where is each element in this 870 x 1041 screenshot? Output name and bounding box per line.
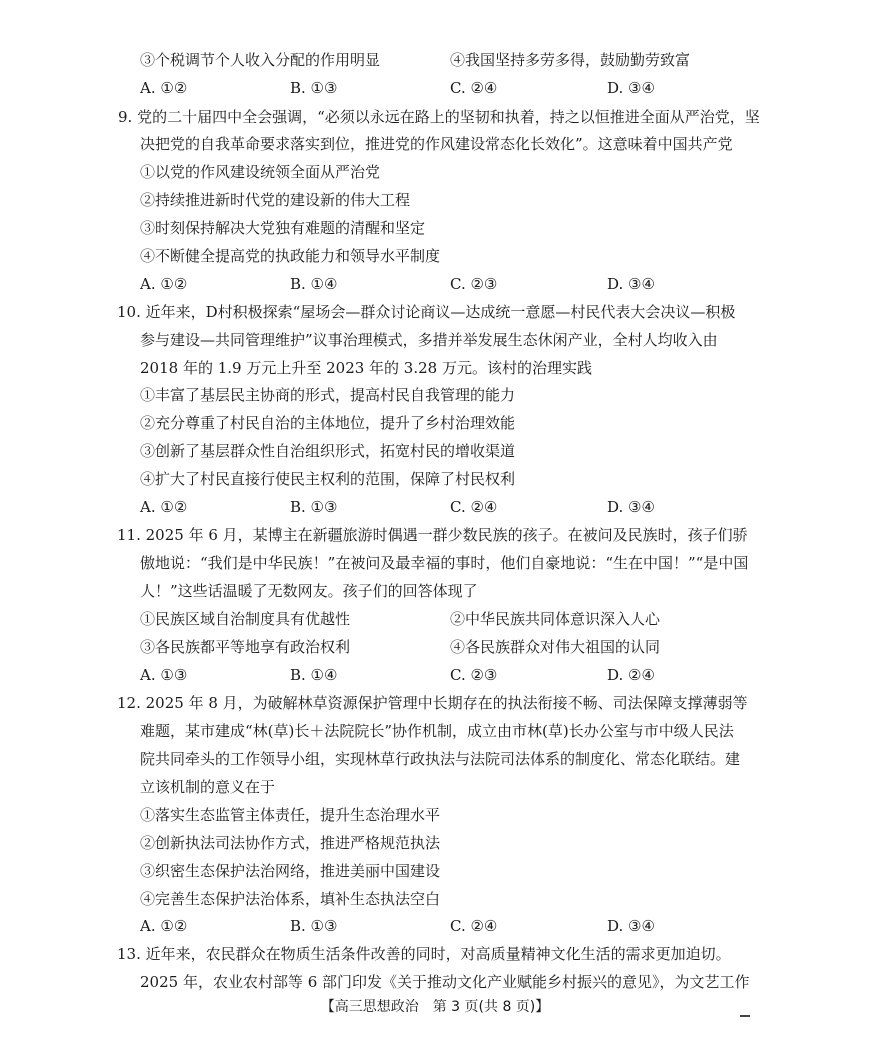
q11-answer-c: C. ②③ bbox=[450, 666, 498, 684]
q9-stem-line-2: 决把党的自我革命要求落实到位，推进党的作风建设常态化长效化”。这意味着中国共产党 bbox=[140, 135, 733, 153]
q10-stem-line-2: 参与建设—共同管理维护”议事治理模式，多措并举发展生态休闲产业，全村人均收入由 bbox=[140, 331, 718, 349]
q9-option-3: ③时刻保持解决大党独有难题的清醒和坚定 bbox=[140, 219, 426, 237]
q11-answer-b: B. ①④ bbox=[290, 666, 338, 684]
q11-stem-line-1: 11. 2025 年 6 月，某博主在新疆旅游时偶遇一群少数民族的孩子。在被问及民族时，孩子们骄 bbox=[117, 526, 748, 544]
q11-answer-a: A. ①③ bbox=[140, 666, 188, 684]
q9-option-2: ②持续推进新时代党的建设新的伟大工程 bbox=[140, 191, 411, 209]
q9-stem-line-1: 9. 党的二十届四中全会强调，“必须以永远在路上的坚韧和执着，持之以恒推进全面从严治党，坚 bbox=[118, 108, 760, 126]
q12-stem-line-4: 立该机制的意义在于 bbox=[140, 778, 276, 796]
q10-stem-line-1: 10. 近年来，D村积极探索“屋场会—群众讨论商议—达成统一意愿—村民代表大会决议—积极 bbox=[117, 303, 736, 321]
q11-answer-d: D. ②④ bbox=[607, 666, 655, 684]
q8-answer-a: A. ①② bbox=[140, 79, 188, 97]
q12-answer-c: C. ②④ bbox=[450, 917, 498, 935]
q12-answer-d: D. ③④ bbox=[607, 917, 655, 935]
q10-option-2: ②充分尊重了村民自治的主体地位，提升了乡村治理效能 bbox=[140, 414, 516, 432]
q10-answer-d: D. ③④ bbox=[607, 498, 655, 516]
q12-option-4: ④完善生态保护法治体系，填补生态执法空白 bbox=[140, 890, 441, 908]
q8-answer-d: D. ③④ bbox=[607, 79, 655, 97]
q12-stem-line-1: 12. 2025 年 8 月，为破解林草资源保护管理中长期存在的执法衔接不畅、司法保障支撑薄弱等 bbox=[117, 694, 748, 712]
q10-option-3: ③创新了基层群众性自治组织形式，拓宽村民的增收渠道 bbox=[140, 442, 516, 460]
q12-option-1: ①落实生态监管主体责任，提升生态治理水平 bbox=[140, 806, 441, 824]
q11-option-4: ④各民族群众对伟大祖国的认同 bbox=[450, 638, 661, 656]
page-footer: 【高三思想政治 第 3 页(共 8 页)】 bbox=[320, 999, 550, 1015]
q12-option-2: ②创新执法司法协作方式，推进严格规范执法 bbox=[140, 834, 441, 852]
q13-stem-line-2: 2025 年，农业农村部等 6 部门印发《关于推动文化产业赋能乡村振兴的意见》，为文艺工作 bbox=[140, 973, 750, 991]
q12-stem-line-3: 院共同牵头的工作领导小组，实现林草行政执法与法院司法体系的制度化、常态化联结。建 bbox=[140, 750, 741, 768]
q9-option-4: ④不断健全提高党的执政能力和领导水平制度 bbox=[140, 247, 441, 265]
q12-stem-line-2: 难题，某市建成“林(草)长＋法院院长”协作机制，成立由市林(草)长办公室与市中级人民法 bbox=[140, 722, 734, 740]
q8-option-4: ④我国坚持多劳多得，鼓励勤劳致富 bbox=[450, 51, 691, 69]
corner-mark bbox=[740, 1015, 750, 1017]
q11-option-1: ①民族区域自治制度具有优越性 bbox=[140, 610, 351, 628]
q10-option-1: ①丰富了基层民主协商的形式，提高村民自我管理的能力 bbox=[140, 386, 516, 404]
q10-stem-line-3: 2018 年的 1.9 万元上升至 2023 年的 3.28 万元。该村的治理实践 bbox=[140, 359, 592, 377]
q8-option-3: ③个税调节个人收入分配的作用明显 bbox=[140, 51, 381, 69]
q9-answer-c: C. ②③ bbox=[450, 275, 498, 293]
q9-answer-b: B. ①④ bbox=[290, 275, 338, 293]
q10-option-4: ④扩大了村民直接行使民主权利的范围，保障了村民权利 bbox=[140, 470, 516, 488]
q9-option-1: ①以党的作风建设统领全面从严治党 bbox=[140, 163, 381, 181]
q8-answer-b: B. ①③ bbox=[290, 79, 338, 97]
q11-option-2: ②中华民族共同体意识深入人心 bbox=[450, 610, 661, 628]
q10-answer-c: C. ②④ bbox=[450, 498, 498, 516]
q11-stem-line-2: 傲地说：“我们是中华民族！”在被问及最幸福的事时，他们自豪地说：“生在中国！”“是中国 bbox=[140, 554, 749, 572]
q11-stem-line-3: 人！”这些话温暖了无数网友。孩子们的回答体现了 bbox=[140, 582, 478, 600]
q12-option-3: ③织密生态保护法治网络，推进美丽中国建设 bbox=[140, 862, 441, 880]
q11-option-3: ③各民族都平等地享有政治权利 bbox=[140, 638, 351, 656]
q13-stem-line-1: 13. 近年来，农民群众在物质生活条件改善的同时，对高质量精神文化生活的需求更加迫切。 bbox=[117, 945, 731, 963]
q9-answer-a: A. ①② bbox=[140, 275, 188, 293]
q12-answer-b: B. ①③ bbox=[290, 917, 338, 935]
q10-answer-a: A. ①② bbox=[140, 498, 188, 516]
q12-answer-a: A. ①② bbox=[140, 917, 188, 935]
q9-answer-d: D. ③④ bbox=[607, 275, 655, 293]
q10-answer-b: B. ①③ bbox=[290, 498, 338, 516]
q8-answer-c: C. ②④ bbox=[450, 79, 498, 97]
